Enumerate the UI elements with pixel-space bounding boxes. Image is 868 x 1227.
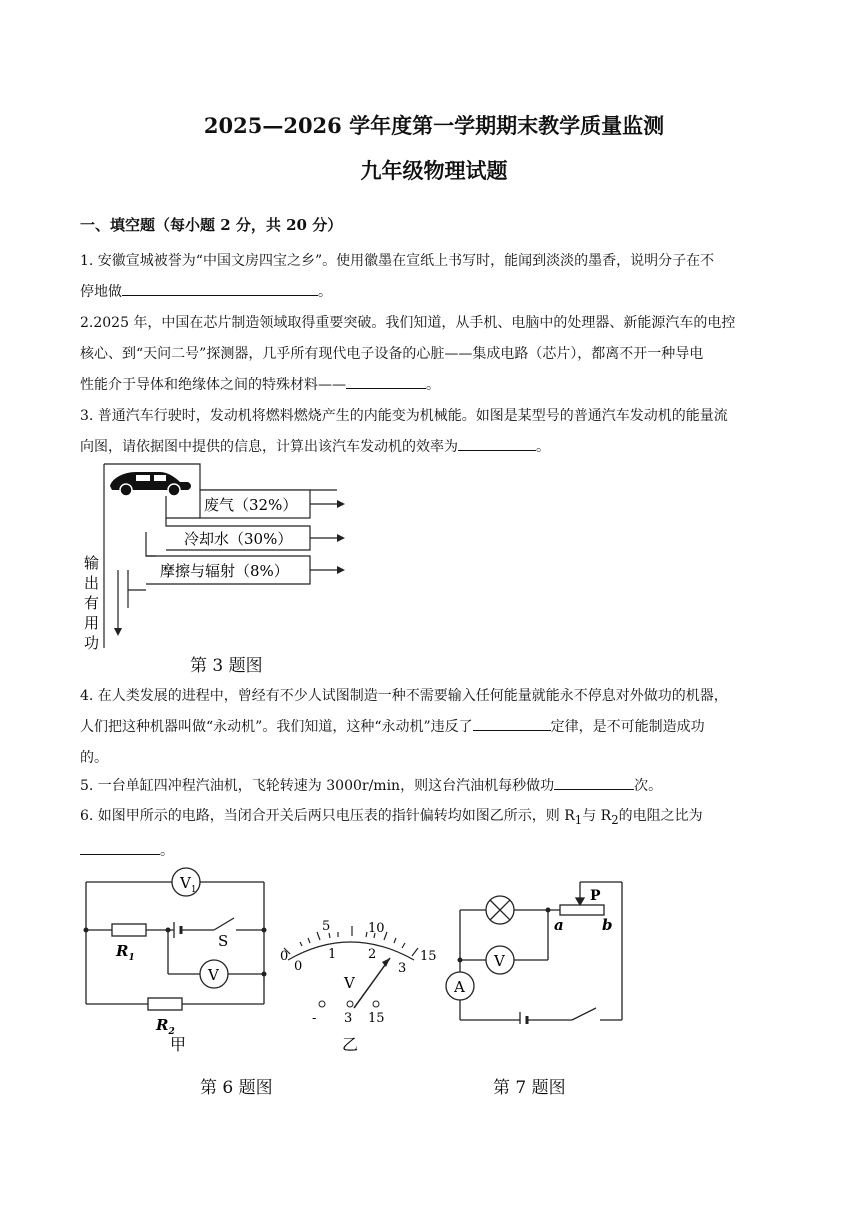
q6-mid: 与 R xyxy=(582,808,612,824)
q6-line1-post: 的电阻之比为 xyxy=(618,808,703,824)
resistor-r2-label: $R_2$ xyxy=(156,1016,175,1037)
q1-answer-blank[interactable] xyxy=(122,279,318,296)
q2-line2: 核心、到“天问二号”探测器，几乎所有现代电子设备的心脏——集成电路（芯片），都离不开一种导电 xyxy=(80,346,704,362)
svg-text:功: 功 xyxy=(84,634,100,650)
q4-line2-pre: 人们把这种机器叫做“永动机”。我们知道，这种“永动机”违反了 xyxy=(80,719,473,735)
q5-answer-blank[interactable] xyxy=(554,773,634,790)
voltmeter-v-label: V xyxy=(208,966,219,984)
meter-bottom-0: 0 xyxy=(294,959,303,974)
q2-answer-blank[interactable] xyxy=(346,372,426,389)
svg-text:有: 有 xyxy=(84,594,100,612)
circuit-diagram-q7 xyxy=(438,874,632,1024)
meter-bottom-3: 3 xyxy=(398,961,407,976)
q4-line1: 4. 在人类发展的进程中，曾经有不少人试图制造一种不需要输入任何能量就能永不停息对外做功的机器， xyxy=(80,688,728,704)
figure-jia-label: 甲 xyxy=(170,1035,187,1054)
energy-flow-diagram xyxy=(80,460,350,650)
resistor-r1-label: $R_1$ xyxy=(116,942,135,963)
terminal-15: 15 xyxy=(368,1011,385,1026)
q2-line3-post: 。 xyxy=(426,377,440,393)
output-work-label xyxy=(84,554,99,650)
terminal-b-label: b xyxy=(602,916,613,934)
q1-line2-post: 。 xyxy=(318,284,332,300)
exam-title: 2025—2026 学年度第一学期期末教学质量监测 xyxy=(203,113,665,138)
terminal-3: 3 xyxy=(344,1011,353,1026)
question-6 xyxy=(80,801,792,867)
meter-bottom-1: 1 xyxy=(328,947,337,962)
meter-top-10: 10 xyxy=(368,921,385,936)
terminal-a-label: a xyxy=(554,916,564,934)
voltmeter-v1-label: $V_1$ xyxy=(180,874,197,895)
q4-line3: 的。 xyxy=(80,750,108,766)
svg-text:输: 输 xyxy=(84,554,100,572)
meter-top-15: 15 xyxy=(420,949,437,964)
figure-yi-label: 乙 xyxy=(342,1035,359,1054)
meter-top-0: 0 xyxy=(280,949,289,964)
meter-unit: V xyxy=(344,974,355,992)
q6-line1-pre: 6. 如图甲所示的电路，当闭合开关后两只电压表的指针偏转均如图乙所示，则 R xyxy=(80,808,575,824)
q6-line2-post: 。 xyxy=(160,842,174,859)
q6-answer-blank[interactable] xyxy=(80,838,160,855)
question-2 xyxy=(80,308,792,401)
figure-7-caption: 第 7 题图 xyxy=(493,1078,566,1098)
q3-answer-blank[interactable] xyxy=(458,434,536,451)
question-3 xyxy=(80,401,792,463)
voltmeter-label: V xyxy=(494,952,505,970)
q3-line2-post: 。 xyxy=(536,439,550,455)
q2-line1: 2.2025 年，中国在芯片制造领域取得重要突破。我们知道，从手机、电脑中的处理器、新能源汽车的电控 xyxy=(80,315,736,331)
q5-line1-post: 次。 xyxy=(634,778,663,794)
meter-top-5: 5 xyxy=(322,919,331,934)
q1-line2-pre: 停地做 xyxy=(80,284,122,300)
figure-3-caption: 第 3 题图 xyxy=(190,656,263,676)
q1-line1: 1. 安徽宣城被誉为“中国文房四宝之乡”。使用徽墨在宣纸上书写时，能闻到淡淡的墨香，说明分子在不 xyxy=(80,253,715,269)
voltmeter-dial xyxy=(272,918,442,1058)
svg-text:用: 用 xyxy=(84,614,100,632)
coolant-label: 冷却水（30%） xyxy=(184,530,293,548)
q6-r1-subscript: 1 xyxy=(574,812,583,827)
switch-label: S xyxy=(218,932,229,950)
q4-answer-blank[interactable] xyxy=(473,714,551,731)
q2-line3-pre: 性能介于导体和绝缘体之间的特殊材料—— xyxy=(80,377,346,393)
q4-line2-post: 定律，是不可能制造成功 xyxy=(550,719,705,735)
car-icon xyxy=(110,472,191,496)
svg-text:出: 出 xyxy=(84,574,100,592)
exhaust-label: 废气（32%） xyxy=(204,496,298,514)
terminal-negative: - xyxy=(312,1011,317,1026)
figure-6-caption: 第 6 题图 xyxy=(200,1078,273,1098)
q5-line1-pre: 5. 一台单缸四冲程汽油机，飞轮转速为 3000r/min，则这台汽油机每秒做功 xyxy=(80,778,555,794)
question-4 xyxy=(80,681,792,774)
q3-line1: 3. 普通汽车行驶时，发动机将燃料燃烧产生的内能变为机械能。如图是某型号的普通汽车发动机的能量流 xyxy=(80,408,728,424)
circuit-diagram-jia xyxy=(78,866,278,1056)
question-5 xyxy=(80,771,792,802)
question-1 xyxy=(80,246,792,308)
slider-p-label: P xyxy=(590,888,601,904)
meter-bottom-2: 2 xyxy=(368,947,377,962)
q3-line2-pre: 向图，请依据图中提供的信息，计算出该汽车发动机的效率为 xyxy=(80,439,458,455)
q6-r2-subscript: 2 xyxy=(611,812,619,827)
friction-label: 摩擦与辐射（8%） xyxy=(160,562,289,580)
section-heading: 一、填空题（每小题 2 分，共 20 分） xyxy=(80,216,343,234)
ammeter-label: A xyxy=(454,978,465,996)
exam-subtitle: 九年级物理试题 xyxy=(360,158,508,183)
